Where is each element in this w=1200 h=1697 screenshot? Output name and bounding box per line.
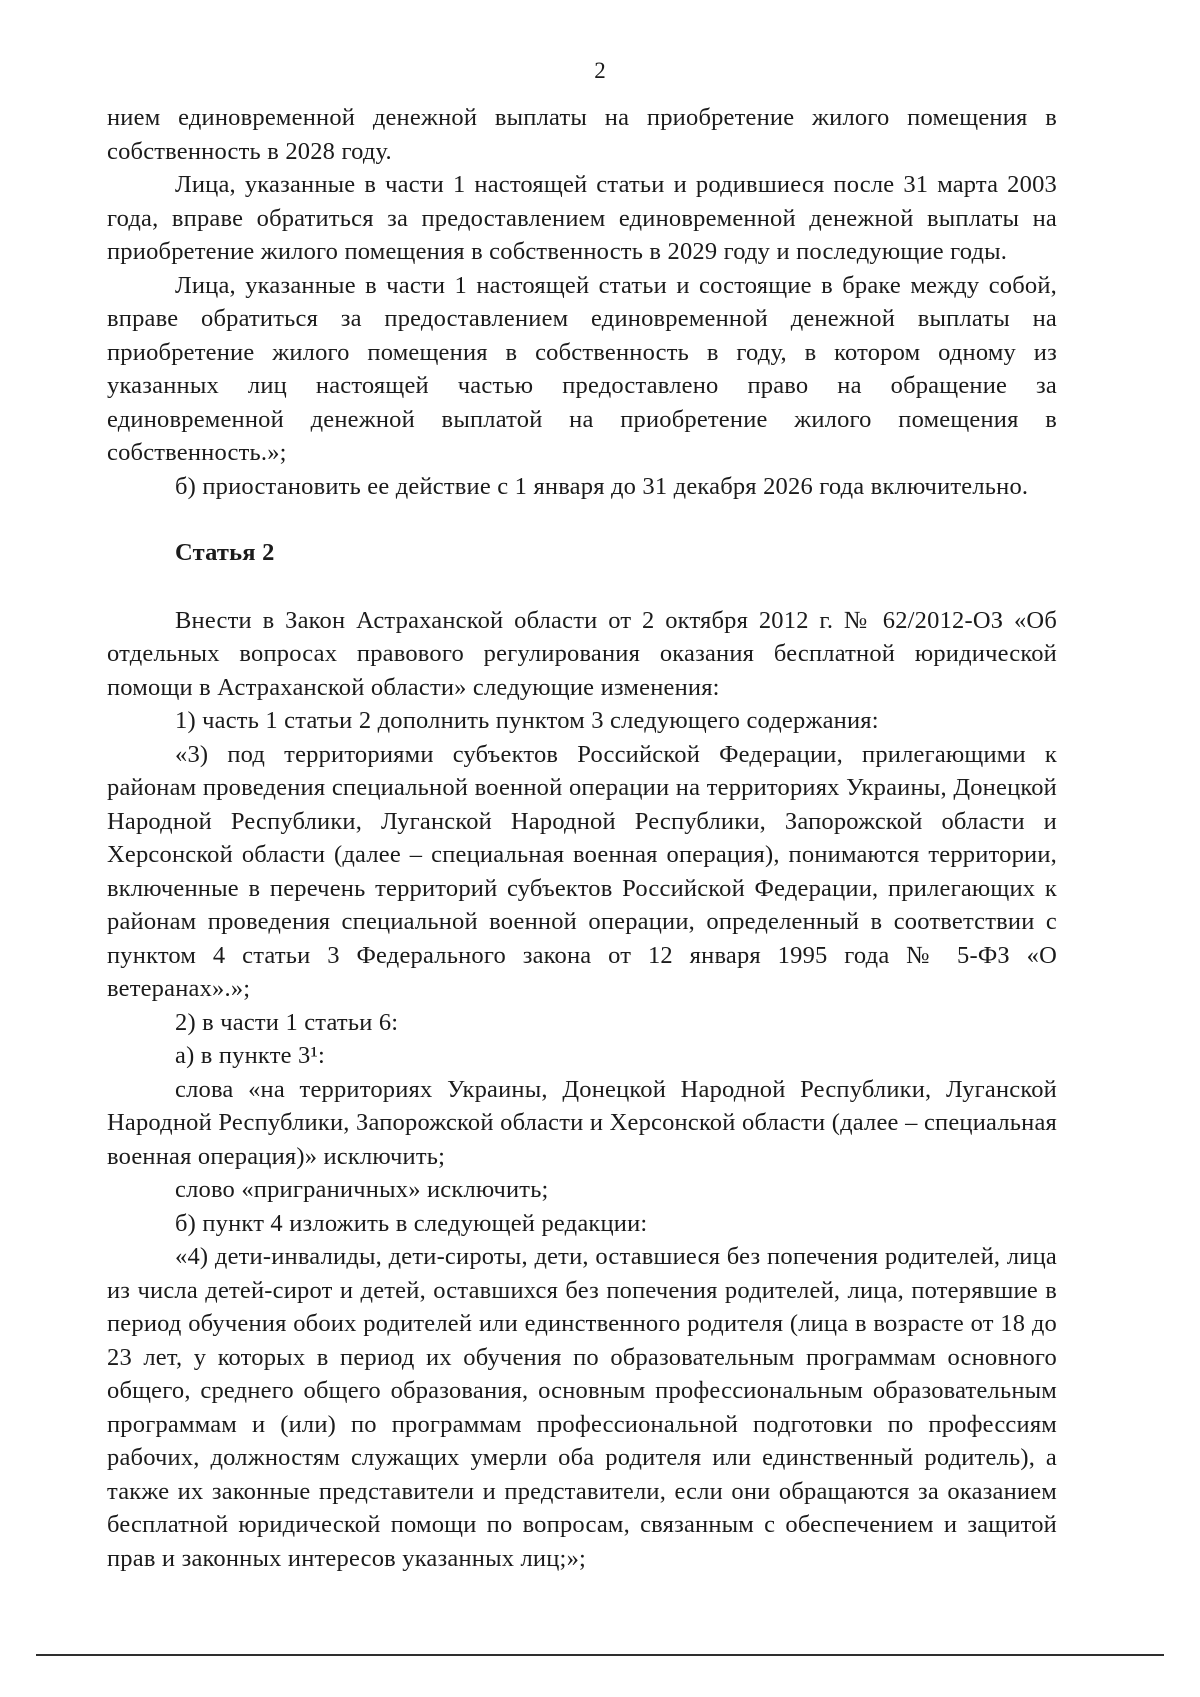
page-number: 2 [594,58,606,83]
paragraph: слова «на территориях Украины, Донецкой Народной Республики, Луганской Народной Республики, Запорожской области и Херсонской области (далее – специальная военная операция)» исключить; [107,1075,1057,1170]
paragraph: «4) дети-инвалиды, дети-сироты, дети, оставшиеся без попечения родителей, лица из числа детей-сирот и детей, оставшихся без попечения родителей, лица, потерявшие в период обучения обоих родителей или единственного родителя (лица в возрасте от 18 до 23 лет, у которых в период их обучения по образовательным программам основного общего, среднего общего образования, основным профессиональным образовательным программам и (или) по программам профессиональной подготовки по профессиям рабочих, должностям служащих умерли оба родителя или единственный родитель), а также их законные представители и представители, если они обращаются за оказанием бесплатной юридической помощи по вопросам, связанным с обеспечением и защитой прав и законных интересов указанных лиц;»; [107,1243,1057,1572]
paragraph: Внести в Закон Астраханской области от 2 октября 2012 г. № 62/2012-ОЗ «Об отдельных вопросах правового регулирования оказания бесплатной юридической помощи в Астраханской области» следующие изменения: [107,606,1057,701]
paragraph: 1) часть 1 статьи 2 дополнить пунктом 3 следующего содержания: [175,707,879,734]
paragraph: «3) под территориями субъектов Российской Федерации, прилегающими к районам проведения специальной военной операции на территориях Украины, Донецкой Народной Республики, Луганской Народной Республики, Запорожской области и Херсонской области (далее – специальная военная операция), понимаются территории, включенные в перечень территорий субъектов Российской Федерации, прилегающих к районам проведения специальной военной операции, определенный в соответствии с пунктом 4 статьи 3 Федерального закона от 12 января 1995 года № 5-ФЗ «О ветеранах».»; [107,740,1057,1002]
footer-divider [36,1654,1164,1656]
paragraph: слово «приграничных» исключить; [175,1176,549,1203]
paragraph: Лица, указанные в части 1 настоящей статьи и родившиеся после 31 марта 2003 года, вправе обратиться за предоставлением единовременной денежной выплаты на приобретение жилого помещения в собственность в 2029 году и последующие годы. [107,171,1057,265]
article-heading: Статья 2 [175,539,275,566]
paragraph: а) в пункте 3¹: [175,1042,326,1069]
paragraph: 2) в части 1 статьи 6: [175,1008,399,1036]
paragraph: нием единовременной денежной выплаты на приобретение жилого помещения в собственность в 2028 году. [107,104,1057,165]
paragraph: б) приостановить ее действие с 1 января до 31 декабря 2026 года включительно. [175,472,1029,500]
paragraph: б) пункт 4 изложить в следующей редакции: [175,1209,648,1237]
document-body [107,101,1057,1575]
paragraph: Лица, указанные в части 1 настоящей статьи и состоящие в браке между собой, вправе обратиться за предоставлением единовременной денежной выплаты на приобретение жилого помещения в собственность в году, в котором одному из указанных лиц настоящей частью предоставлено право на обращение за единовременной денежной выплатой на приобретение жилого помещения в собственность.»; [107,271,1057,466]
